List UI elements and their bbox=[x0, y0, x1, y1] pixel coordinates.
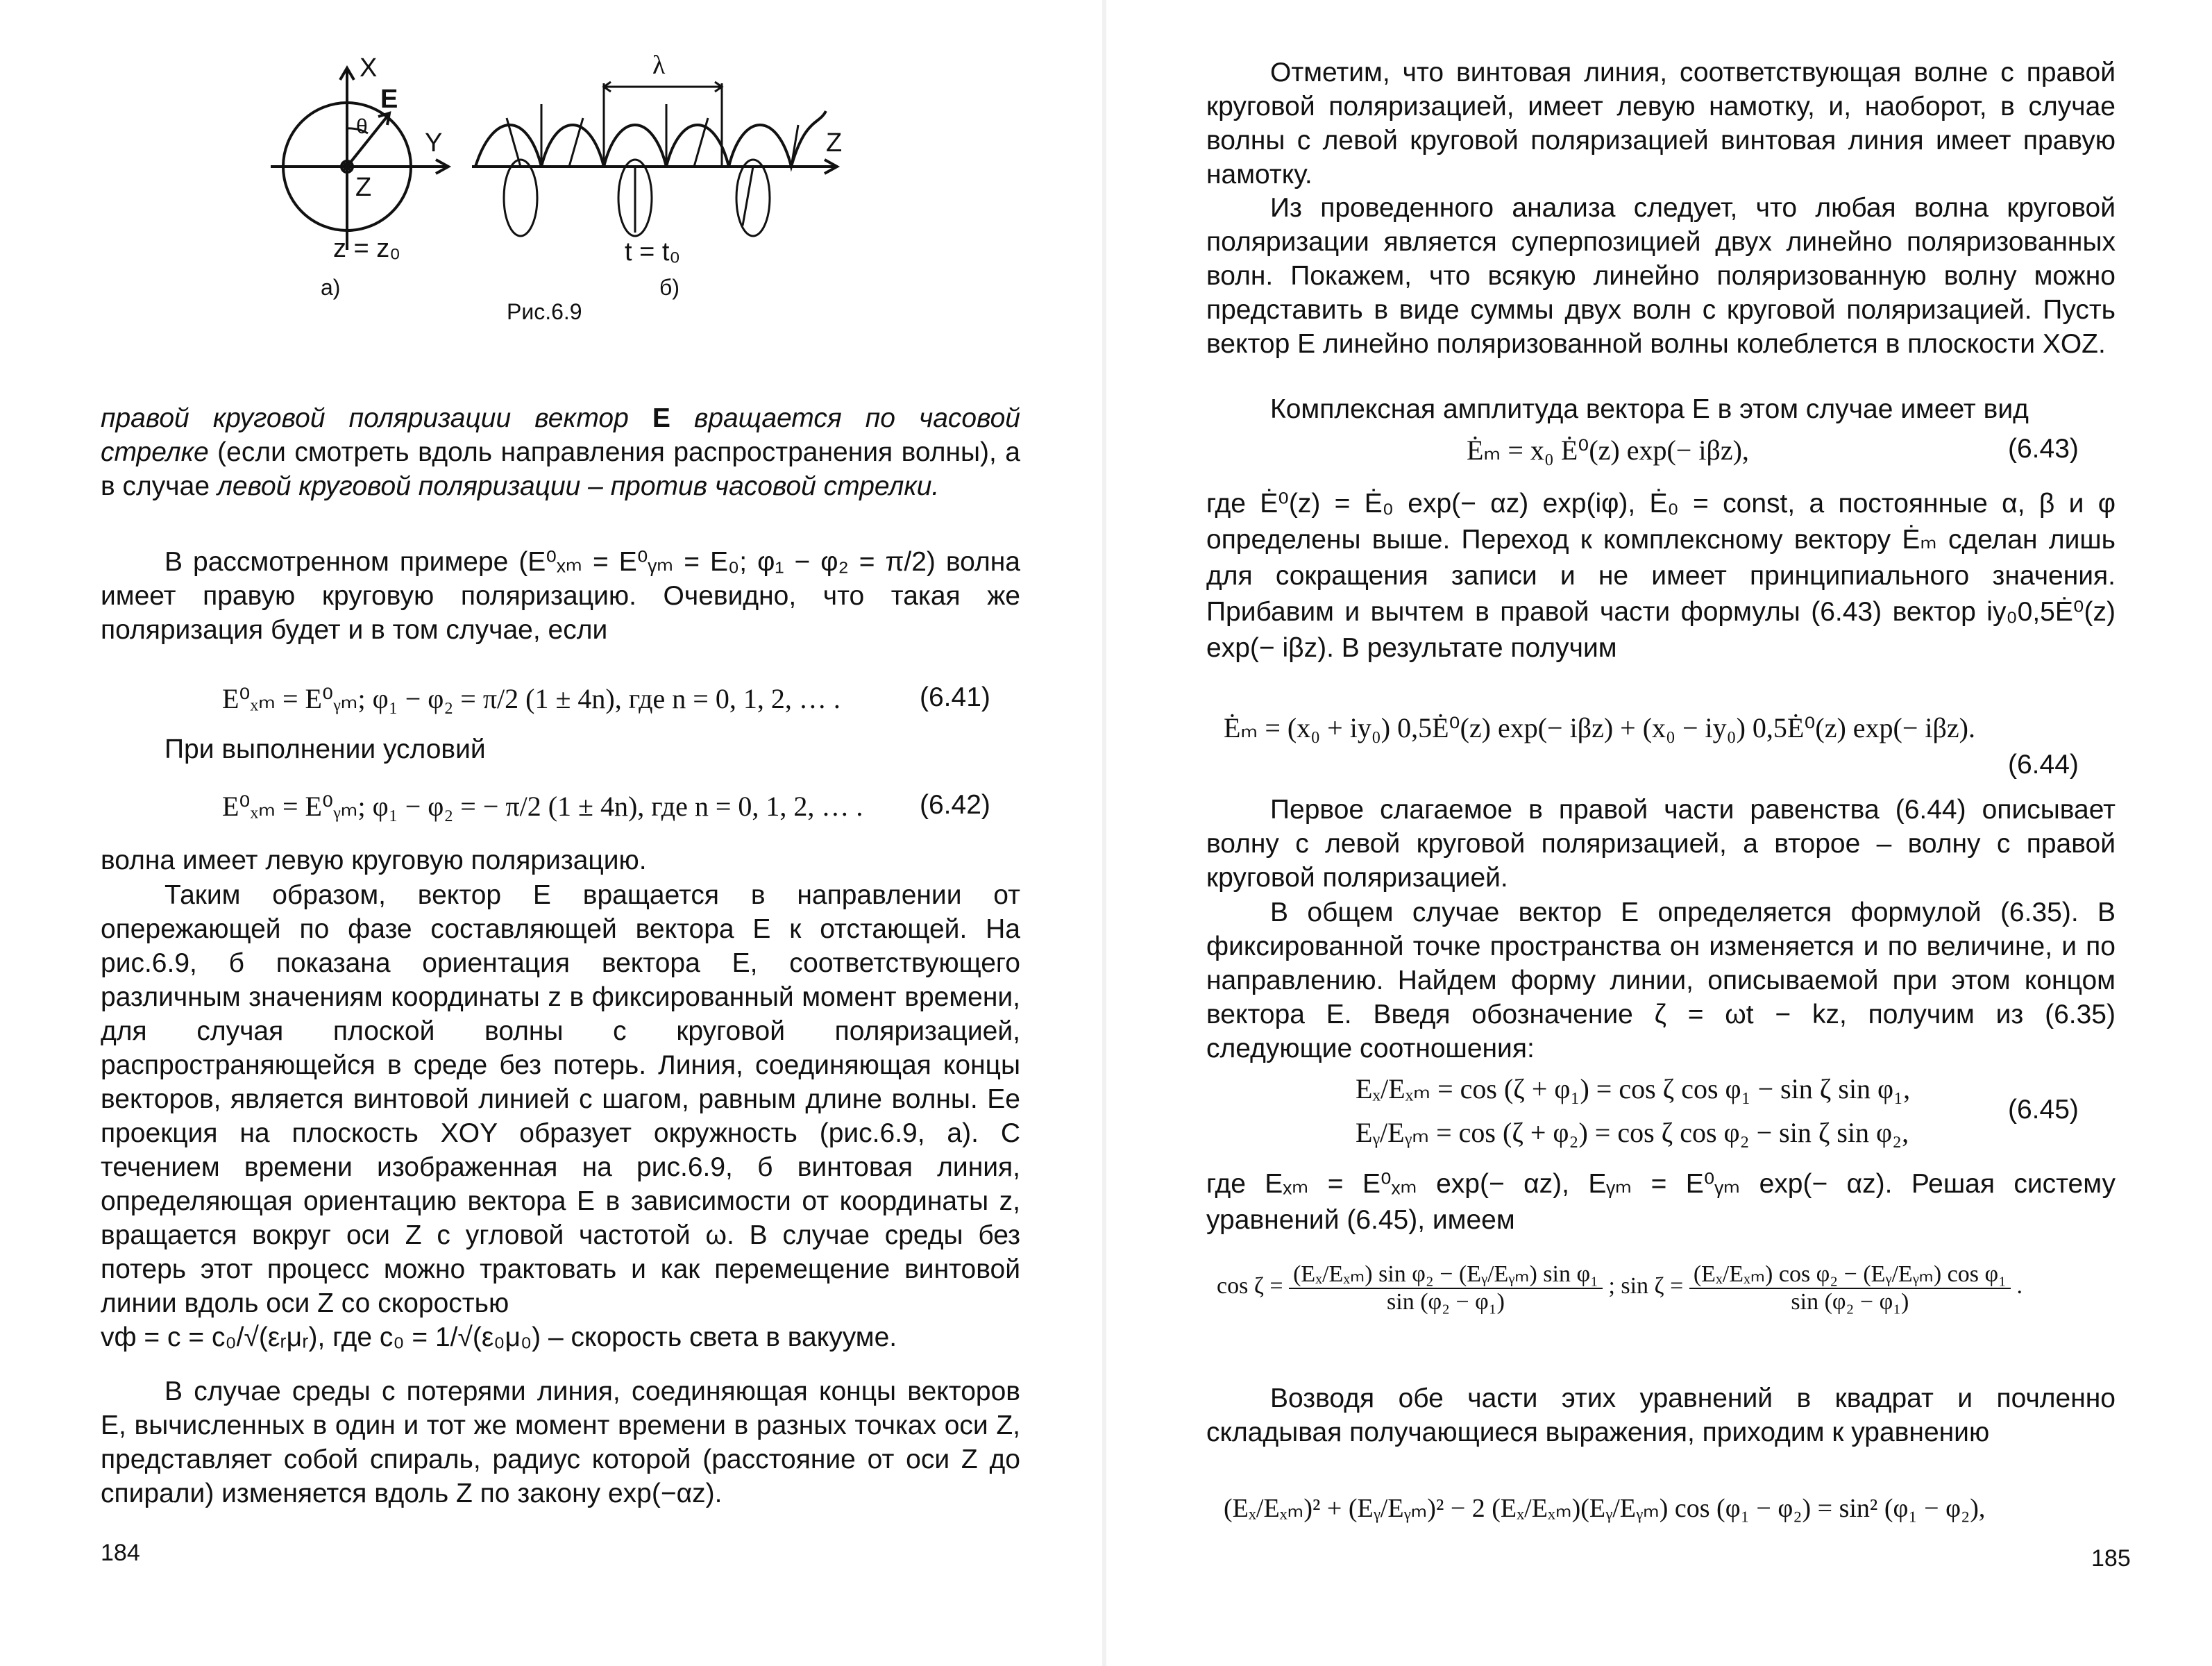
equation-6-43-number: (6.43) bbox=[2008, 434, 2079, 464]
sin-fraction bbox=[1689, 1260, 2011, 1315]
equation-6-45b: Eᵧ/Eᵧₘ = cos (ζ + φ₂) = cos ζ cos φ₂ − sin ζ sin φ₂, bbox=[1356, 1117, 1909, 1148]
helix-line bbox=[475, 111, 826, 167]
right-paragraph-1: Отметим, что винтовая линия, соответствующая волне с правой круговой поляризацией, имеет левую намотку, и, наоборот, в случае волны с левой круговой поляризацией винтовая линия имеет правую намотку. bbox=[1206, 58, 2116, 190]
figure-caption: Рис.6.9 bbox=[507, 299, 582, 324]
right-page bbox=[1106, 0, 2212, 1666]
left-paragraph-5: Таким образом, вектор E вращается в направлении от опережающей по фазе составляющей вектора E к отстающей. На рис.6.9, б показана ориентация вектора E, соответствующего различным значениям координаты z в фиксированный момент времени, для случая плоской волны с круговой поляризацией, распространяющейся в среде без потерь. Линия, соединяющая концы векторов, является винтовой линией с шагом, равным длине волны. Ее проекция на плоскость XOY образует окружность (рис.6.9, а). С течением времени изображенная на рис.6.9, б винтовая линия, определяющая ориентацию вектора E в зависимости от координаты z, вращается вокруг оси Z с угловой частотой ω. В случае среды без потерь этот процесс можно трактовать и как перемещение винтовой линии вдоль оси Z со скоростью vф = c = c₀/√(εᵣμᵣ), где c₀ = 1/√(ε₀μ₀) – скорость света в вакууме. bbox=[101, 878, 1020, 1354]
cos-denominator: sin (φ₂ − φ₁) bbox=[1387, 1289, 1505, 1315]
equation-6-45-number: (6.45) bbox=[2008, 1095, 2079, 1125]
label-x: X bbox=[360, 53, 378, 83]
label-theta: θ bbox=[356, 115, 368, 138]
left-paragraph-6: В случае среды с потерями линия, соединяющая концы векторов E, вычисленных в один и тот же момент времени в разных точках оси Z, представляет собой спираль, радиус которой (расстояние от оси Z до спирали) изменяется вдоль Z по закону exp(−αz). bbox=[101, 1377, 1020, 1508]
left-paragraph-2: В рассмотренном примере (E⁰ₓₘ = E⁰ᵧₘ = E₀; φ₁ − φ₂ = π/2) волна имеет правую круговую поляризацию. Очевидно, что такая же поляризация будет и в том случае, если bbox=[101, 547, 1020, 645]
label-z-axis: Z bbox=[826, 128, 843, 158]
right-paragraph-5: Первое слагаемое в правой части равенства (6.44) описывает волну с левой круговой поляризацией, а второе – волну с правой круговой поляризацией. bbox=[1206, 795, 2116, 893]
cos-lhs: cos ζ = bbox=[1217, 1272, 1283, 1299]
right-paragraph-3: Комплексная амплитуда вектора E в этом случае имеет вид bbox=[1270, 394, 2029, 424]
right-paragraph-8: Возводя обе части этих уравнений в квадрат и почленно складывая получающиеся выражения, приходим к уравнению bbox=[1206, 1383, 2116, 1447]
sin-lhs: ; sin ζ = bbox=[1608, 1272, 1684, 1299]
cos-fraction bbox=[1289, 1260, 1603, 1315]
cond-b: t = t₀ bbox=[625, 237, 681, 267]
label-y: Y bbox=[425, 128, 443, 158]
equation-6-41-number: (6.41) bbox=[920, 682, 990, 712]
equation-6-44-number: (6.44) bbox=[2008, 750, 2079, 780]
right-paragraph-7: где Eₓₘ = E⁰ₓₘ exp(− αz), Eᵧₘ = E⁰ᵧₘ exp(− αz). Решая систему уравнений (6.45), имеем bbox=[1206, 1169, 2116, 1235]
equation-6-42: E⁰ₓₘ = E⁰ᵧₘ; φ₁ − φ₂ = − π/2 (1 ± 4n), где n = 0, 1, 2, … . bbox=[222, 791, 863, 822]
sin-denominator: sin (φ₂ − φ₁) bbox=[1791, 1289, 1909, 1315]
equation-6-43: Ėₘ = x₀ Ė⁰(z) exp(− iβz), bbox=[1467, 435, 1749, 466]
left-paragraph-3: При выполнении условий bbox=[164, 734, 486, 764]
equation-6-45a: Eₓ/Eₓₘ = cos (ζ + φ₁) = cos ζ cos φ₁ − sin ζ sin φ₁, bbox=[1356, 1073, 1911, 1104]
label-e: E bbox=[380, 85, 398, 114]
label-z-small: Z bbox=[355, 173, 372, 202]
sin-end: . bbox=[2016, 1272, 2023, 1299]
left-paragraph-4: волна имеет левую круговую поляризацию. bbox=[101, 845, 647, 875]
ellipse-equation: (Eₓ/Eₓₘ)² + (Eᵧ/Eᵧₘ)² − 2 (Eₓ/Eₓₘ)(Eᵧ/Eᵧₘ) cos (φ₁ − φ₂) = sin² (φ₁ − φ₂), bbox=[1224, 1494, 1986, 1523]
equation-6-41: E⁰ₓₘ = E⁰ᵧₘ; φ₁ − φ₂ = π/2 (1 ± 4n), где n = 0, 1, 2, … . bbox=[222, 683, 841, 714]
right-page-number: 185 bbox=[2091, 1545, 2131, 1572]
equation-6-44: Ėₘ = (x₀ + iy₀) 0,5Ė⁰(z) exp(− iβz) + (x₀ − iy₀) 0,5Ė⁰(z) exp(− iβz). bbox=[1224, 712, 1975, 743]
left-paragraph-5-last: vф = c = c₀/√(εᵣμᵣ), где c₀ = 1/√(ε₀μ₀) – скорость света в вакууме. bbox=[101, 1322, 897, 1352]
cos-sin-solution bbox=[1217, 1260, 2023, 1315]
right-paragraph-4: где Ė⁰(z) = Ė₀ exp(− αz) exp(iφ), Ė₀ = const, а постоянные α, β и φ определены выше. Переход к комплексному вектору Ėₘ сделан лишь для сокращения записи и не имеет принципиального значения. Прибавим и вычтем в правой части формулы (6.43) вектор iy₀0,5Ė⁰(z) exp(− iβz). В результате получим bbox=[1206, 489, 2116, 663]
label-lambda: λ bbox=[652, 51, 666, 80]
right-paragraph-6: В общем случае вектор E определяется формулой (6.35). В фиксированной точке пространства он изменяется и по величине, и по направлению. Найдем форму линии, описываемой при этом концом вектора E. Введя обозначение ζ = ωt − kz, получим из (6.35) следующие соотношения: bbox=[1206, 898, 2116, 1063]
right-paragraph-2: Из проведенного анализа следует, что любая волна круговой поляризации является суперпозицией двух линейно поляризованных волн. Покажем, что всякую линейно поляризованную волну можно представить в виде суммы двух волн с круговой поляризацией. Пусть вектор E линейно поляризованной волны колеблется в плоскости XOZ. bbox=[1206, 193, 2116, 359]
e-vector bbox=[347, 115, 389, 167]
sin-numerator: (Eₓ/Eₓₘ) cos φ₂ − (Eᵧ/Eᵧₘ) cos φ₁ bbox=[1689, 1260, 2011, 1289]
left-page-number: 184 bbox=[101, 1540, 140, 1566]
label-b: б) bbox=[659, 275, 679, 300]
label-a: а) bbox=[321, 275, 341, 300]
cond-a: z = z₀ bbox=[333, 234, 401, 263]
left-paragraph-1: правой круговой поляризации вектор E вращается по часовой стрелке (если смотреть вдоль направления распространения волны), а в случае левой круговой поляризации – против часовой стрелки. bbox=[101, 403, 1021, 501]
equation-6-42-number: (6.42) bbox=[920, 790, 990, 820]
figure-6-9 bbox=[264, 49, 861, 326]
cos-numerator: (Eₓ/Eₓₘ) sin φ₂ − (Eᵧ/Eᵧₘ) sin φ₁ bbox=[1289, 1260, 1603, 1289]
